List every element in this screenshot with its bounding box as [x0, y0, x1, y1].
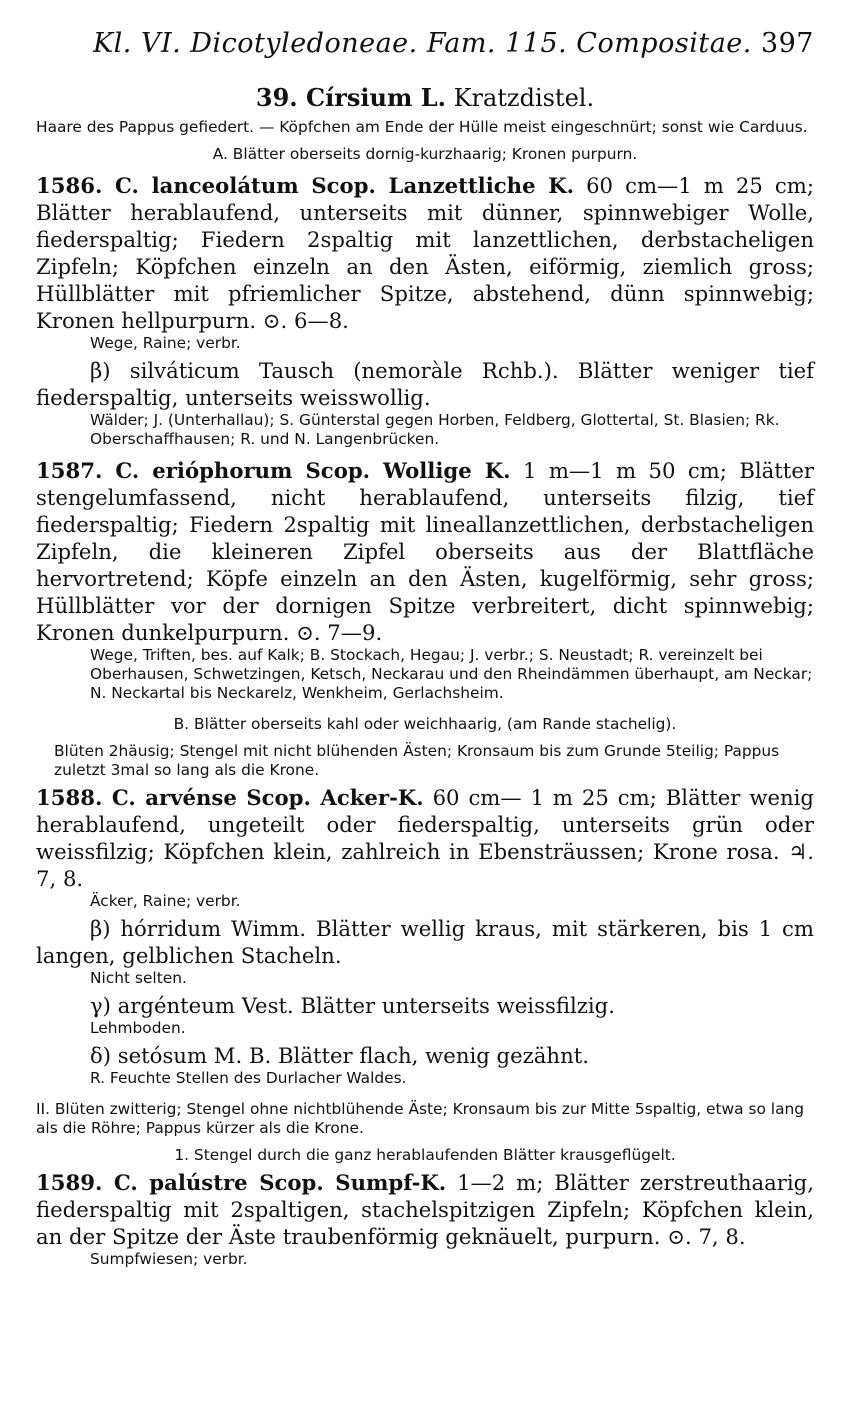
species-1588-head: 1588. C. arvénse Scop. Acker-K.: [36, 785, 424, 810]
group-ii-heading: II. Blüten zwitterig; Stengel ohne nichtblühende Äste; Kronsaum bis zur Mitte 5spaltig, etwa so lang als die Röhre; Pappus kürzer als die Krone.: [36, 1100, 805, 1137]
page-number: 397: [760, 28, 814, 59]
species-1589-head: 1589. C. palústre Scop. Sumpf-K.: [36, 1170, 447, 1195]
species-1589-locality: Sumpfwiesen; verbr.: [90, 1250, 248, 1268]
genus-name: 39. Círsium L.: [255, 83, 446, 112]
species-1588-var-delta-locality: R. Feuchte Stellen des Durlacher Waldes.: [90, 1069, 407, 1087]
group-a-heading: A. Blätter oberseits dornig-kurzhaarig; Kronen purpurn.: [212, 145, 638, 163]
page: [36, 28, 814, 1269]
species-1586-text: 60 cm—1 m 25 cm; Blätter herablaufend, unterseits mit dünner, spinnwebiger Wolle, fiederspaltig; Fiedern 2spaltig mit lanzettlichen, derbstacheligen Zipfeln; Köpfchen einzeln an den Ästen, eiförmig, ziemlich gross; Hüllblätter mit pfriemlicher Spitze, abstehend, dünn spinnwebig; Kronen hellpurpurn. ⊙. 6—8.: [36, 173, 814, 333]
header-title: Kl. VI. Dicotyledoneae. Fam. 115. Compositae.: [93, 28, 752, 59]
species-1588-var-gamma-locality: Lehmboden.: [90, 1019, 186, 1037]
species-1588-var-beta: β) hórridum Wimm. Blätter wellig kraus, mit stärkeren, bis 1 cm langen, gelblichen Stacheln.: [36, 916, 814, 968]
running-header: [92, 28, 814, 59]
species-1589: [36, 1169, 814, 1250]
species-1587-text: 1 m—1 m 50 cm; Blätter stengelumfassend, nicht herablaufend, unterseits filzig, tief fiederspaltig; Fiedern 2spaltig mit lineallanzettlichen, derbstacheligen Zipfeln, die kleineren Zipfel oberseits aus der Blattfläche hervortretend; Köpfe einzeln an den Ästen, kugelförmig, sehr gross; Hüllblätter vor der dornigen Spitze verbreitert, dicht spinnwebig; Kronen dunkelpurpurn. ⊙. 7—9.: [36, 458, 814, 645]
species-1586-var-beta: β) silváticum Tausch (nemoràle Rchb.). Blätter weniger tief fiederspaltig, unterseits weisswollig.: [36, 358, 814, 410]
genus-common-name: Kratzdistel.: [453, 84, 595, 112]
species-1586-var-beta-locality: Wälder; J. (Unterhallau); S. Günterstal gegen Horben, Feldberg, Glottertal, St. Blasien; Rk. Oberschaffhausen; R. und N. Langenbrücken.: [90, 411, 780, 448]
species-1588-var-beta-locality: Nicht selten.: [90, 969, 187, 987]
group-b-subheading: Blüten 2häusig; Stengel mit nicht blühenden Ästen; Kronsaum bis zum Grunde 5teilig; Pappus zuletzt 3mal so lang als die Krone.: [54, 742, 780, 779]
species-1586-head: 1586. C. lanceolátum Scop. Lanzettliche K.: [36, 173, 575, 198]
species-1589-text: 1—2 m; Blätter zerstreuthaarig, fiederspaltig mit 2spaltigen, stachelspitzigen Zipfeln; Köpfchen klein, an der Spitze der Äste traubenförmig geknäuelt, purpurn. ⊙. 7, 8.: [36, 1170, 814, 1249]
species-1587: [36, 457, 814, 646]
genus-intro: Haare des Pappus gefiedert. — Köpfchen am Ende der Hülle meist eingeschnürt; sonst wie Carduus.: [36, 118, 808, 136]
species-1588-locality: Äcker, Raine; verbr.: [90, 892, 241, 910]
species-1588-text: 60 cm— 1 m 25 cm; Blätter wenig herablaufend, ungeteilt oder fiederspaltig, unterseits grün oder weissfilzig; Köpfchen klein, zahlreich in Ebensträussen; Krone rosa. ♃. 7, 8.: [36, 785, 814, 891]
species-1586: [36, 172, 814, 334]
species-1588-var-gamma: γ) argénteum Vest. Blätter unterseits weissfilzig.: [90, 993, 615, 1018]
species-1588-var-delta: δ) setósum M. B. Blätter flach, wenig gezähnt.: [90, 1043, 589, 1068]
genus-heading: [36, 83, 814, 112]
species-1587-locality: Wege, Triften, bes. auf Kalk; B. Stockach, Hegau; J. verbr.; S. Neustadt; R. vereinzelt bei Oberhausen, Schwetzingen, Ketsch, Neckarau und den Rheindämmen überhaupt, am Neckar; N. Neckartal bis Neckarelz, Wenkheim, Gerlachsheim.: [90, 646, 813, 702]
group-b-heading: B. Blätter oberseits kahl oder weichhaarig, (am Rande stachelig).: [173, 715, 677, 733]
species-1587-head: 1587. C. erióphorum Scop. Wollige K.: [36, 458, 511, 483]
species-1588: [36, 784, 814, 892]
species-1586-locality: Wege, Raine; verbr.: [90, 334, 241, 352]
group-1-heading: 1. Stengel durch die ganz herablaufenden Blätter krausgeflügelt.: [174, 1146, 676, 1164]
